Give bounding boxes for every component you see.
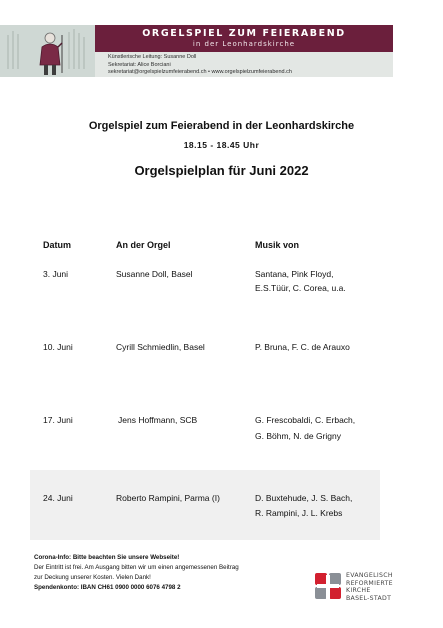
- row-date: 24. Juni: [43, 493, 73, 503]
- column-header-date: Datum: [43, 240, 72, 250]
- church-logo-icon: [313, 571, 343, 610]
- artistic-direction: Künstlerische Leitung: Susanne Doll: [108, 54, 197, 60]
- row-organist: Roberto Rampini, Parma (I): [116, 493, 220, 503]
- row-music-line1: Santana, Pink Floyd,: [255, 269, 334, 279]
- row-organist: Jens Hoffmann, SCB: [118, 415, 198, 425]
- footer-notes: [34, 553, 239, 593]
- row-music-line2: E.S.Tüür, C. Corea, u.a.: [255, 283, 346, 293]
- row-date: 10. Juni: [43, 342, 73, 352]
- church-name: EVANGELISCH REFORMIERTE KIRCHE BASEL-STADT: [346, 572, 393, 602]
- row-music-line2: G. Böhm, N. de Grigny: [255, 431, 341, 441]
- admission-note-cont: zur Deckung unserer Kosten. Vielen Dank!: [34, 574, 151, 581]
- column-header-organist: An der Orgel: [116, 240, 171, 250]
- row-music-line1: P. Bruna, F. C. de Arauxo: [255, 342, 350, 352]
- admission-note: Der Eintritt ist frei. Am Ausgang bitten wir um einen angemessenen Beitrag: [34, 564, 239, 571]
- secretariat: Sekretariat: Alice Borciani: [108, 62, 171, 68]
- series-subtitle: in der Leonhardskirche: [192, 40, 296, 48]
- donation-account: Spendenkonto: IBAN CH61 0900 0000 6076 4798 2: [34, 584, 181, 591]
- title-bar: [95, 25, 393, 52]
- row-organist: Cyrill Schmiedlin, Basel: [116, 342, 205, 352]
- time-range: 18.15 - 18.45 Uhr: [183, 140, 260, 150]
- organist-illustration: [0, 25, 95, 77]
- row-organist: Susanne Doll, Basel: [116, 269, 193, 279]
- row-music-line1: D. Buxtehude, J. S. Bach,: [255, 493, 353, 503]
- corona-info: Corona-Info: Bitte beachten Sie unsere Webseite!: [34, 554, 180, 561]
- row-music-line2: R. Rampini, J. L. Krebs: [255, 508, 343, 518]
- page-heading: Orgelspiel zum Feierabend in der Leonhardskirche: [88, 120, 355, 132]
- row-music-line1: G. Frescobaldi, C. Erbach,: [255, 415, 356, 425]
- plan-title: Orgelspielplan für Juni 2022: [134, 163, 309, 178]
- row-date: 17. Juni: [43, 415, 73, 425]
- column-header-music: Musik von: [255, 240, 300, 250]
- series-title: ORGELSPIEL ZUM FEIERABEND: [142, 28, 346, 39]
- contact-line: sekretariat@orgelspielzumfeierabend.ch • www.orgelspielzumfeierabend.ch: [108, 69, 292, 75]
- row-date: 3. Juni: [43, 269, 69, 279]
